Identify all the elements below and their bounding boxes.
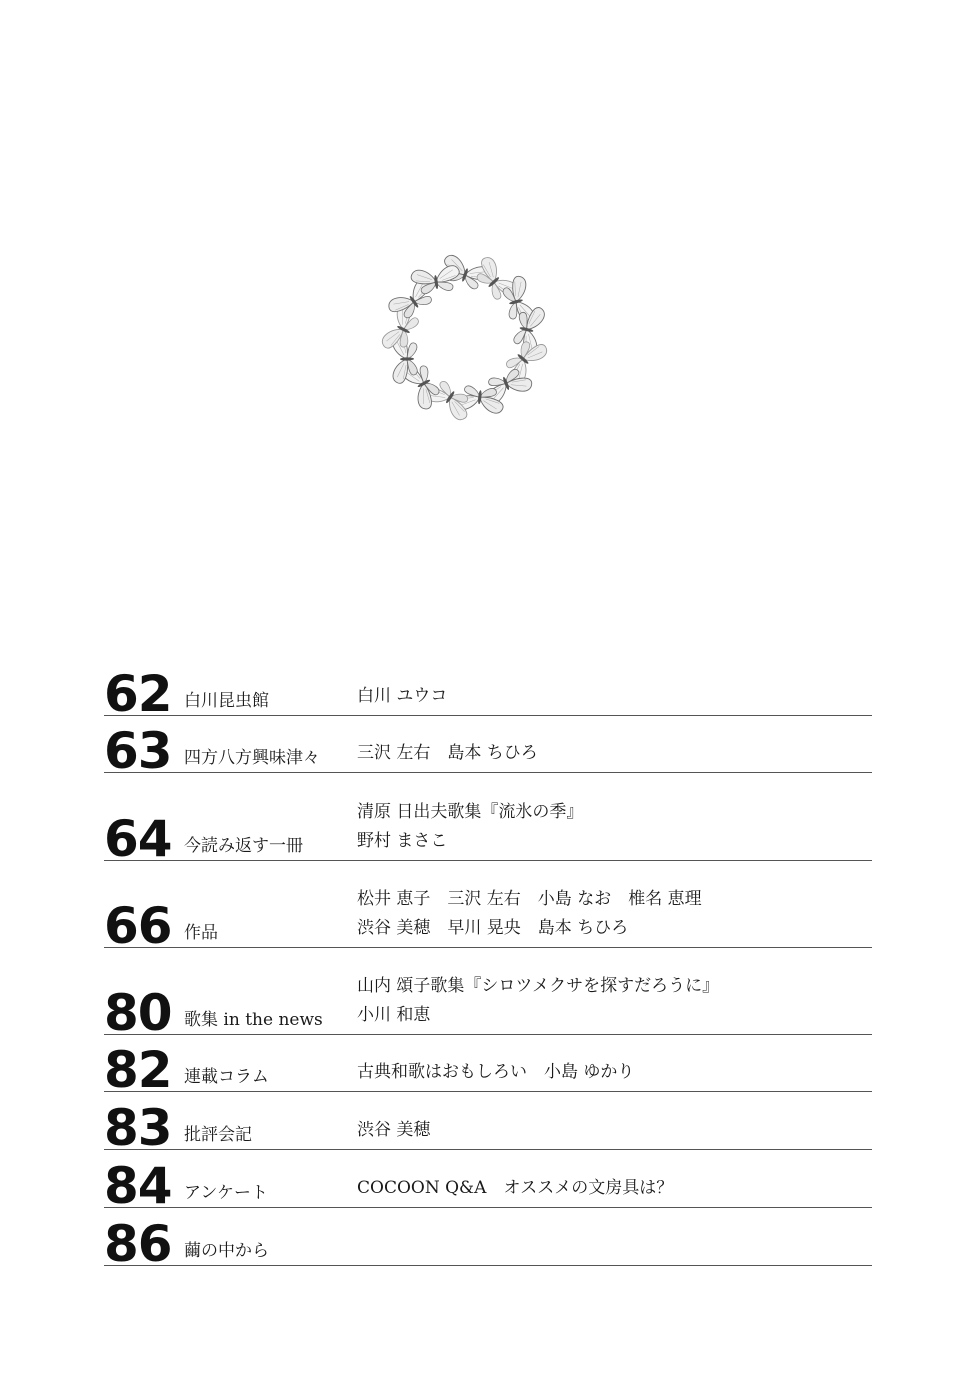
- section-title: 作品: [184, 923, 218, 943]
- entry-details: [357, 885, 702, 943]
- section-title: 連載コラム: [184, 1067, 269, 1087]
- toc-entry: [104, 664, 872, 723]
- detail-line: 白川 ユウコ: [357, 686, 448, 706]
- entry-details: [357, 798, 583, 856]
- detail-line: 松井 恵子 三沢 左右 小島 なお 椎名 恵理: [357, 889, 702, 909]
- page-number: 84: [104, 1157, 172, 1215]
- section-title: 今読み返す一冊: [184, 836, 303, 856]
- page-number: 64: [104, 810, 172, 868]
- toc-entry: [104, 1150, 872, 1215]
- page-number: 82: [104, 1041, 172, 1099]
- entry-details: [357, 1174, 673, 1203]
- entry-details: [357, 1116, 430, 1145]
- page-number: 86: [104, 1215, 172, 1273]
- section-title: 歌集 in the news: [184, 1010, 323, 1030]
- butterfly-wreath-emblem: [0, 0, 980, 520]
- toc-entry: [104, 773, 872, 868]
- entry-details: [357, 1058, 634, 1087]
- entry-details: [357, 739, 538, 768]
- section-title: アンケート: [184, 1183, 268, 1203]
- entry-details: [357, 682, 447, 711]
- table-of-contents: [104, 664, 872, 1273]
- toc-entry: [104, 1035, 872, 1099]
- detail-line: 野村 まさこ: [357, 831, 448, 851]
- toc-entry: [104, 1208, 872, 1273]
- detail-line: 小川 和恵: [357, 1005, 431, 1025]
- page-number: 62: [104, 665, 172, 723]
- detail-line: COCOON Q&A オススメの文房具は？: [357, 1178, 674, 1198]
- toc-entry: [104, 716, 872, 780]
- detail-line: 山内 頌子歌集『シロツメクサを探すだろうに』: [357, 976, 720, 996]
- detail-line: 三沢 左右 島本 ちひろ: [357, 743, 538, 763]
- toc-entry: [104, 1092, 872, 1157]
- section-title: 白川昆虫館: [184, 691, 269, 711]
- page-number: 66: [104, 897, 172, 955]
- toc-entry: [104, 948, 872, 1042]
- detail-line: 渋谷 美穂 早川 晃央 島本 ちひろ: [357, 918, 629, 938]
- section-title: 批評会記: [184, 1125, 252, 1145]
- toc-entry: [104, 861, 872, 955]
- detail-line: 清原 日出夫歌集『流氷の季』: [357, 802, 584, 822]
- section-title: 繭の中から: [184, 1241, 269, 1261]
- page-number: 63: [104, 722, 172, 780]
- entry-details: [357, 972, 719, 1030]
- detail-line: 古典和歌はおもしろい 小島 ゆかり: [357, 1062, 635, 1082]
- detail-line: 渋谷 美穂: [357, 1120, 431, 1140]
- page-number: 83: [104, 1099, 172, 1157]
- page-number: 80: [104, 984, 172, 1042]
- section-title: 四方八方興味津々: [184, 748, 320, 768]
